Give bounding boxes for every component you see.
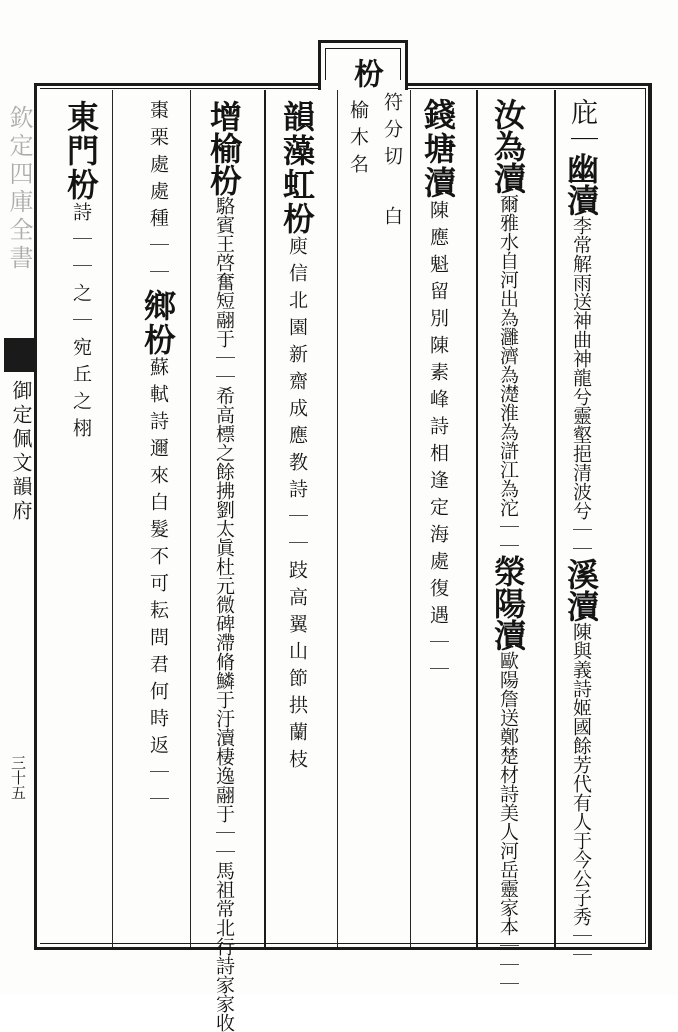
column-rule [337, 90, 338, 947]
entry-column-5 [205, 100, 243, 1032]
headword: 溪瀆 [562, 558, 600, 622]
entry-column-6 [139, 100, 177, 816]
column-rule [112, 90, 113, 947]
citation: 棗栗處處種｜｜ [147, 100, 169, 289]
entry-column-1 [562, 98, 600, 964]
column-rule [264, 90, 266, 947]
margin-page-number: 三十五 [9, 755, 27, 800]
entry-column-7 [62, 100, 100, 445]
citation: 歐陽詹送鄭楚材詩美人河岳靈家本｜｜｜ [497, 651, 519, 993]
citation: 陳與義詩姬國餘芳代有人于今公子秀｜｜ [570, 622, 592, 964]
headword: 幽瀆 [562, 152, 600, 216]
headword: 虹枌 [278, 168, 316, 236]
section-marker: 韻藻 [278, 100, 316, 168]
entry-column-2 [489, 98, 527, 993]
fanqie-tone: 白 [381, 206, 403, 233]
entry-column-4 [278, 100, 316, 776]
entry-column-3 [419, 98, 457, 686]
citation: 駱賓王啓奮短翮于｜｜希高標之餘拂劉太眞杜元微碑滯脩鱗于汙瀆棲逸翮于｜｜馬祖常北行詩家家收 [213, 196, 235, 1032]
char-seg: 庇｜ [566, 98, 597, 152]
citation: 李常解雨送神曲神龍兮靈壑挹清波兮｜｜ [570, 216, 592, 558]
column-rule [190, 90, 191, 947]
column-rule [554, 90, 556, 947]
citation: 詩｜｜之｜宛丘之栩 [70, 202, 92, 445]
headword: 汝為瀆 [489, 98, 527, 194]
margin-library-title: 欽定四庫全書 [5, 105, 33, 273]
rhyme-character: 枌 [348, 58, 383, 88]
citation: 爾雅水自河出為灉濟為濋淮為滸江為沱｜｜ [497, 194, 519, 555]
column-rule [410, 90, 411, 947]
column-rule [476, 90, 478, 947]
fanqie-reading: 符分切 [381, 92, 403, 173]
citation: 陳應魁留別陳素峰詩相逢定海處復遇｜｜ [427, 200, 449, 686]
headword: 榆枌 [205, 132, 243, 196]
headword: 鄉枌 [139, 289, 177, 357]
section-marker: 增 [205, 100, 243, 132]
citation: 蘇軾詩邇來白髮不可耘問君何時返｜｜ [147, 357, 169, 816]
headword: 錢塘瀆 [419, 98, 457, 200]
definition-text: 榆木名 [347, 100, 369, 181]
citation: 庾信北園新齋成應教詩｜｜跂高翼山節拱蘭枝 [286, 236, 308, 776]
headword: 滎陽瀆 [489, 555, 527, 651]
margin-black-fishtail [4, 338, 34, 372]
headword: 東門枌 [62, 100, 100, 202]
margin-book-title: 御定佩文韻府 [9, 380, 33, 524]
